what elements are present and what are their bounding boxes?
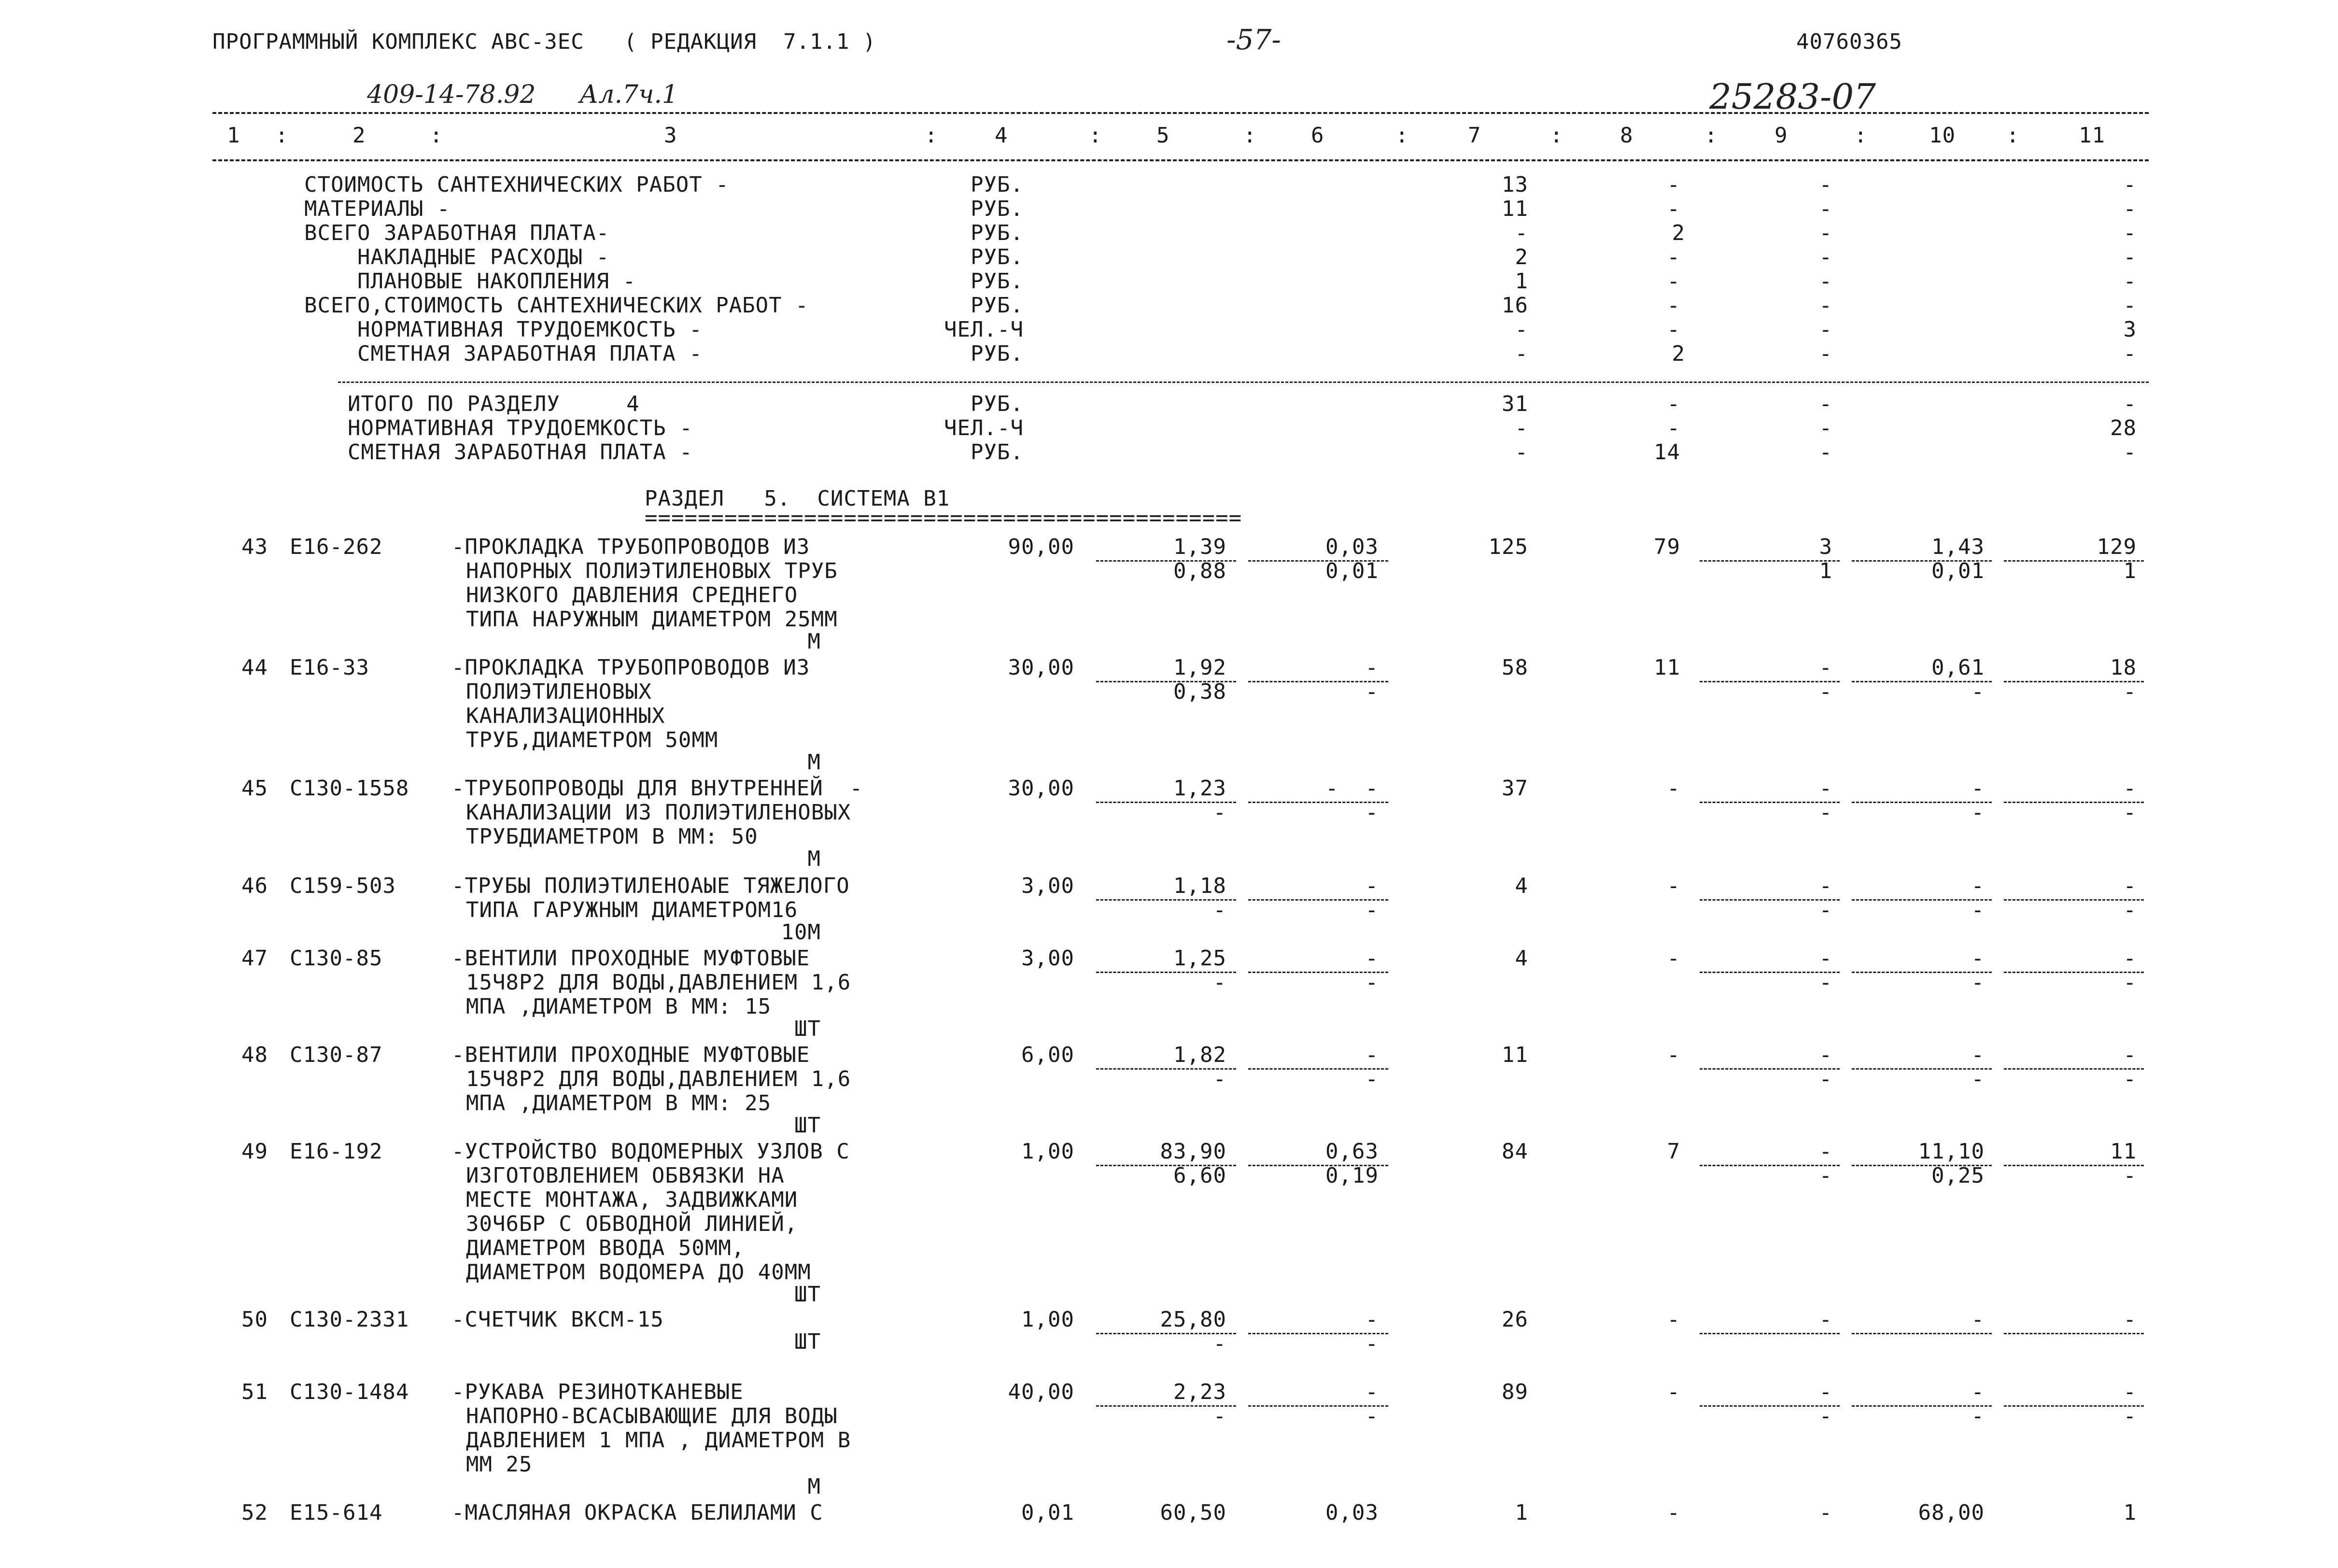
header-rule-bottom: [212, 159, 2149, 161]
item-value-c8: -: [1667, 1043, 1680, 1067]
item-value-c4: 30,00: [1008, 655, 1074, 680]
section-total-unit: РУБ.: [971, 392, 1024, 416]
summary-value: -: [1667, 172, 1680, 197]
item-unit: ШТ: [794, 1329, 821, 1354]
item-wage-value-c9: -: [1819, 679, 1832, 704]
item-unit: ШТ: [794, 1017, 821, 1041]
item-value-c4: 6,00: [1021, 1043, 1074, 1067]
summary-value: -: [1819, 293, 1832, 318]
item-wage-value-c10: -: [1971, 1067, 1985, 1091]
column-separator: :: [925, 123, 938, 148]
summary-value: -: [1667, 245, 1680, 269]
column-number-5: 5: [1156, 123, 1170, 148]
column-separator: :: [275, 123, 289, 148]
item-value-c5: 1,25: [1173, 946, 1226, 971]
summary-value: -: [2123, 269, 2137, 294]
summary-unit: РУБ.: [971, 197, 1024, 221]
item-value-c5: 1,82: [1173, 1043, 1226, 1067]
item-description-line: ДИАМЕТРОМ ВОДОМЕРА ДО 40ММ: [466, 1260, 811, 1285]
summary-value: -: [1515, 221, 1528, 245]
item-value-c4: 3,00: [1021, 946, 1074, 971]
item-description-line: -МАСЛЯНАЯ ОКРАСКА БЕЛИЛАМИ С: [451, 1500, 823, 1525]
item-value-c6: -: [1365, 874, 1379, 898]
section-total-label: ИТОГО ПО РАЗДЕЛУ 4: [348, 392, 640, 416]
item-description-line: -ТРУБОПРОВОДЫ ДЛЯ ВНУТРЕННЕЙ -: [451, 776, 863, 801]
item-wage-value-c6: 0,01: [1325, 559, 1379, 583]
item-value-c8: 79: [1654, 535, 1680, 559]
item-value-c8: -: [1667, 1307, 1680, 1332]
column-number-6: 6: [1311, 123, 1324, 148]
item-value-c5: 1,23: [1173, 776, 1226, 801]
summary-value: -: [1819, 221, 1832, 245]
item-wage-value-c6: -: [1365, 1331, 1379, 1356]
summary-label: СТОИМОСТЬ САНТЕХНИЧЕСКИХ РАБОТ -: [304, 172, 729, 197]
item-wage-value-c11: -: [2123, 1067, 2137, 1091]
item-description-line: -РУКАВА РЕЗИНОТКАНЕВЫЕ: [451, 1380, 744, 1404]
column-number-10: 10: [1929, 123, 1956, 148]
item-description-line: -ТРУБЫ ПОЛИЭТИЛЕНОАЫЕ ТЯЖЕЛОГО: [451, 874, 850, 898]
section-title: РАЗДЕЛ 5. СИСТЕМА В1: [645, 486, 950, 511]
item-wage-value-c10: 0,25: [1931, 1163, 1985, 1188]
summary-value: -: [2123, 221, 2137, 245]
item-value-c9: -: [1819, 874, 1832, 898]
summary-label: ВСЕГО ЗАРАБОТНАЯ ПЛАТА-: [304, 221, 610, 245]
item-value-c11: 11: [2110, 1139, 2137, 1164]
item-value-c7: 125: [1488, 535, 1528, 559]
item-description-line: НАПОРНЫХ ПОЛИЭТИЛЕНОВЫХ ТРУБ: [466, 559, 838, 583]
program-header: ПРОГРАММНЫЙ КОМПЛЕКС АВС-3ЕС ( РЕДАКЦИЯ 7.1.1 ): [212, 29, 876, 54]
item-wage-value-c9: -: [1819, 800, 1832, 825]
item-wage-value-c6: 0,19: [1325, 1163, 1379, 1188]
item-value-c4: 30,00: [1008, 776, 1074, 801]
item-wage-value-c10: -: [1971, 898, 1985, 922]
section-total-value: -: [2123, 392, 2137, 416]
item-number: 45: [241, 776, 268, 801]
item-description-line: -ПРОКЛАДКА ТРУБОПРОВОДОВ ИЗ: [451, 535, 810, 559]
item-code: С159-503: [290, 874, 396, 898]
summary-label: МАТЕРИАЛЫ -: [304, 197, 451, 221]
item-value-c7: 26: [1502, 1307, 1528, 1332]
item-value-c11: -: [2123, 874, 2137, 898]
item-wage-value-c10: -: [1971, 970, 1985, 995]
item-value-c8: 7: [1667, 1139, 1680, 1164]
summary-value: 2: [1515, 245, 1528, 269]
item-value-c11: -: [2123, 1307, 2137, 1332]
summary-unit: РУБ.: [971, 172, 1024, 197]
item-unit: ШТ: [794, 1282, 821, 1307]
item-value-c8: -: [1667, 946, 1680, 971]
item-description-line: ДИАМЕТРОМ ВВОДА 50ММ,: [466, 1236, 745, 1260]
summary-value: -: [2123, 245, 2137, 269]
item-value-c10: -: [1971, 1043, 1985, 1067]
item-description-line: 15Ч8Р2 ДЛЯ ВОДЫ,ДАВЛЕНИЕМ 1,6: [466, 1067, 851, 1091]
column-separator: :: [1395, 123, 1409, 148]
section-total-value: -: [1515, 440, 1528, 465]
summary-value: -: [1819, 197, 1832, 221]
item-description-line: ДАВЛЕНИЕМ 1 МПА , ДИАМЕТРОМ В: [466, 1428, 851, 1453]
item-value-c6: -: [1365, 1043, 1379, 1067]
item-description-line: НАПОРНО-ВСАСЫВАЮЩИЕ ДЛЯ ВОДЫ: [466, 1404, 838, 1428]
summary-unit: РУБ.: [971, 245, 1024, 269]
item-wage-value-c10: -: [1971, 800, 1985, 825]
item-description-line: МПА ,ДИАМЕТРОМ В ММ: 15: [466, 994, 772, 1019]
item-wage-value-c9: -: [1819, 898, 1832, 922]
column-number-2: 2: [352, 123, 366, 148]
item-number: 50: [241, 1307, 268, 1332]
summary-unit: РУБ.: [971, 221, 1024, 245]
section-total-label: СМЕТНАЯ ЗАРАБОТНАЯ ПЛАТА -: [348, 440, 693, 465]
item-value-c10: -: [1971, 776, 1985, 801]
item-description-line: ТРУБДИАМЕТРОМ В ММ: 50: [466, 824, 758, 849]
column-separator: :: [430, 123, 443, 148]
item-value-c9: -: [1819, 1139, 1832, 1164]
item-wage-value-c6: -: [1365, 1404, 1379, 1428]
item-code: Е16-262: [290, 535, 383, 559]
item-value-c11: -: [2123, 776, 2137, 801]
item-wage-value-c6: -: [1365, 898, 1379, 922]
summary-label: НАКЛАДНЫЕ РАСХОДЫ -: [304, 245, 610, 269]
section-total-value: -: [2123, 440, 2137, 465]
summary-value: -: [1819, 341, 1832, 366]
item-value-c5: 83,90: [1160, 1139, 1226, 1164]
summary-value: -: [1819, 245, 1832, 269]
column-number-11: 11: [2079, 123, 2105, 148]
item-value-c9: -: [1819, 776, 1832, 801]
item-value-c10: -: [1971, 874, 1985, 898]
item-wage-value-c5: -: [1213, 970, 1226, 995]
item-wage-value-c9: -: [1819, 1067, 1832, 1091]
column-separator: :: [1704, 123, 1718, 148]
item-value-c9: -: [1819, 655, 1832, 680]
item-wage-value-c5: 0,88: [1173, 559, 1226, 583]
item-number: 48: [241, 1043, 268, 1067]
item-value-c4: 0,01: [1021, 1500, 1074, 1525]
item-value-c4: 90,00: [1008, 535, 1074, 559]
project-reference: 409-14-78.92: [367, 80, 536, 109]
document-id: 25283-07: [1709, 76, 1876, 117]
summary-value: 2: [1672, 221, 1685, 245]
item-wage-value-c11: -: [2123, 970, 2137, 995]
item-description-line: 15Ч8Р2 ДЛЯ ВОДЫ,ДАВЛЕНИЕМ 1,6: [466, 970, 851, 995]
item-wage-value-c6: -: [1365, 800, 1379, 825]
item-value-c9: -: [1819, 1307, 1832, 1332]
summary-value: -: [1667, 317, 1680, 342]
item-wage-value-c11: -: [2123, 1163, 2137, 1188]
item-number: 51: [241, 1380, 268, 1404]
item-wage-value-c10: 0,01: [1931, 559, 1985, 583]
item-value-c6: -: [1365, 655, 1379, 680]
summary-value: -: [1667, 197, 1680, 221]
item-description-line: КАНАЛИЗАЦИИ ИЗ ПОЛИЭТИЛЕНОВЫХ: [466, 800, 851, 825]
item-description-line: -СЧЕТЧИК ВКСМ-15: [451, 1307, 664, 1332]
item-description-line: ТИПА ГАРУЖНЫМ ДИАМЕТРОМ16: [466, 898, 798, 922]
summary-value: -: [2123, 341, 2137, 366]
item-code: С130-2331: [290, 1307, 409, 1332]
item-unit: ШТ: [794, 1113, 821, 1138]
item-value-c10: 0,61: [1931, 655, 1985, 680]
item-unit: М: [807, 750, 821, 775]
album-label: Ал.7ч.1: [579, 80, 678, 109]
item-value-c8: 11: [1654, 655, 1680, 680]
item-number: 43: [241, 535, 268, 559]
item-value-c9: -: [1819, 1043, 1832, 1067]
item-value-c11: 129: [2097, 535, 2137, 559]
cost-underline: [1852, 1333, 1992, 1334]
item-wage-value-c11: 1: [2123, 559, 2137, 583]
item-value-c5: 1,92: [1173, 655, 1226, 680]
item-value-c7: 4: [1515, 874, 1528, 898]
column-number-7: 7: [1468, 123, 1481, 148]
item-code: С130-1558: [290, 776, 409, 801]
summary-value: -: [2123, 197, 2137, 221]
item-value-c4: 3,00: [1021, 874, 1074, 898]
cost-underline: [2004, 1333, 2144, 1334]
item-value-c8: -: [1667, 1380, 1680, 1404]
item-value-c11: -: [2123, 1380, 2137, 1404]
summary-value: 11: [1502, 197, 1528, 221]
summary-label: НОРМАТИВНАЯ ТРУДОЕМКОСТЬ -: [304, 317, 703, 342]
section-total-value: -: [1819, 416, 1832, 440]
summary-value: -: [2123, 172, 2137, 197]
column-number-4: 4: [995, 123, 1008, 148]
summary-value: -: [1515, 341, 1528, 366]
section-total-value: -: [1819, 440, 1832, 465]
section-title-rule: =============================================: [645, 506, 1242, 530]
item-value-c6: -: [1365, 1380, 1379, 1404]
summary-divider: [338, 381, 2149, 383]
item-wage-value-c9: -: [1819, 970, 1832, 995]
summary-value: -: [1819, 317, 1832, 342]
item-value-c7: 84: [1502, 1139, 1528, 1164]
page-number: -57-: [1226, 23, 1281, 56]
item-value-c4: 1,00: [1021, 1307, 1074, 1332]
item-unit: М: [807, 847, 821, 871]
item-description-line: НИЗКОГО ДАВЛЕНИЯ СРЕДНЕГО: [466, 583, 798, 607]
summary-value: -: [1515, 317, 1528, 342]
item-value-c10: 11,10: [1918, 1139, 1985, 1164]
summary-value: 13: [1502, 172, 1528, 197]
item-number: 46: [241, 874, 268, 898]
item-wage-value-c6: -: [1365, 679, 1379, 704]
section-total-value: 28: [2110, 416, 2137, 440]
item-description-line: МПА ,ДИАМЕТРОМ В ММ: 25: [466, 1091, 772, 1116]
item-value-c9: 3: [1819, 535, 1832, 559]
item-wage-value-c10: -: [1971, 1404, 1985, 1428]
summary-label: ПЛАНОВЫЕ НАКОПЛЕНИЯ -: [304, 269, 636, 294]
item-value-c5: 1,39: [1173, 535, 1226, 559]
item-wage-value-c10: -: [1971, 679, 1985, 704]
item-value-c9: -: [1819, 1380, 1832, 1404]
item-number: 49: [241, 1139, 268, 1164]
item-description-line: КАНАЛИЗАЦИОННЫХ: [466, 704, 665, 728]
item-code: С130-1484: [290, 1380, 409, 1404]
item-number: 47: [241, 946, 268, 971]
item-value-c5: 60,50: [1160, 1500, 1226, 1525]
item-wage-value-c6: -: [1365, 1067, 1379, 1091]
item-wage-value-c11: -: [2123, 1404, 2137, 1428]
section-total-label: НОРМАТИВНАЯ ТРУДОЕМКОСТЬ -: [348, 416, 693, 440]
summary-value: 3: [2123, 317, 2137, 342]
item-value-c11: 18: [2110, 655, 2137, 680]
item-value-c10: -: [1971, 1380, 1985, 1404]
column-number-9: 9: [1775, 123, 1788, 148]
section-total-value: -: [1667, 416, 1680, 440]
column-separator: :: [1243, 123, 1257, 148]
column-separator: :: [2006, 123, 2020, 148]
item-value-c5: 2,23: [1173, 1380, 1226, 1404]
section-total-unit: ЧЕЛ.-Ч: [944, 416, 1024, 440]
summary-unit: РУБ.: [971, 293, 1024, 318]
item-code: Е16-33: [290, 655, 369, 680]
section-total-value: -: [1667, 392, 1680, 416]
cost-underline: [1700, 1333, 1840, 1334]
item-code: Е16-192: [290, 1139, 383, 1164]
item-unit: М: [807, 1474, 821, 1499]
item-wage-value-c11: -: [2123, 679, 2137, 704]
document-code: 40760365: [1796, 29, 1902, 54]
item-value-c4: 40,00: [1008, 1380, 1074, 1404]
item-value-c5: 25,80: [1160, 1307, 1226, 1332]
section-total-value: -: [1819, 392, 1832, 416]
item-value-c10: 1,43: [1931, 535, 1985, 559]
item-value-c7: 37: [1502, 776, 1528, 801]
item-description-line: 30Ч6БР С ОБВОДНОЙ ЛИНИЕЙ,: [466, 1212, 798, 1236]
item-value-c10: 68,00: [1918, 1500, 1985, 1525]
item-value-c7: 11: [1502, 1043, 1528, 1067]
summary-label: ВСЕГО,СТОИМОСТЬ САНТЕХНИЧЕСКИХ РАБОТ -: [304, 293, 809, 318]
item-wage-value-c5: -: [1213, 1331, 1226, 1356]
item-description-line: ПОЛИЭТИЛЕНОВЫХ: [466, 679, 652, 704]
item-value-c4: 1,00: [1021, 1139, 1074, 1164]
column-separator: :: [1854, 123, 1868, 148]
column-number-3: 3: [664, 123, 677, 148]
section-total-value: -: [1515, 416, 1528, 440]
item-value-c9: -: [1819, 946, 1832, 971]
item-value-c8: -: [1667, 1500, 1680, 1525]
summary-value: -: [1819, 269, 1832, 294]
item-value-c6: 0,03: [1325, 535, 1379, 559]
item-wage-value-c9: -: [1819, 1404, 1832, 1428]
item-value-c7: 4: [1515, 946, 1528, 971]
item-wage-value-c11: -: [2123, 800, 2137, 825]
item-wage-value-c11: -: [2123, 898, 2137, 922]
item-value-c6: -: [1365, 1307, 1379, 1332]
item-value-c11: -: [2123, 1043, 2137, 1067]
item-value-c6: - -: [1325, 776, 1379, 801]
item-description-line: ИЗГОТОВЛЕНИЕМ ОБВЯЗКИ НА: [466, 1163, 785, 1188]
item-wage-value-c6: -: [1365, 970, 1379, 995]
item-value-c11: -: [2123, 946, 2137, 971]
column-separator: :: [1089, 123, 1102, 148]
summary-value: -: [1667, 293, 1680, 318]
summary-value: -: [2123, 293, 2137, 318]
item-wage-value-c5: 0,38: [1173, 679, 1226, 704]
item-value-c8: -: [1667, 776, 1680, 801]
item-value-c8: -: [1667, 874, 1680, 898]
item-wage-value-c5: 6,60: [1173, 1163, 1226, 1188]
item-wage-value-c5: -: [1213, 1404, 1226, 1428]
section-total-value: 14: [1654, 440, 1680, 465]
item-unit: 10М: [781, 920, 821, 945]
item-value-c11: 1: [2123, 1500, 2137, 1525]
item-code: Е15-614: [290, 1500, 383, 1525]
item-value-c6: 0,63: [1325, 1139, 1379, 1164]
item-code: С130-87: [290, 1043, 383, 1067]
column-number-1: 1: [227, 123, 240, 148]
summary-value: 1: [1515, 269, 1528, 294]
item-value-c9: -: [1819, 1500, 1832, 1525]
item-description-line: ТИПА НАРУЖНЫМ ДИАМЕТРОМ 25ММ: [466, 607, 838, 632]
summary-value: -: [1667, 269, 1680, 294]
summary-value: -: [1819, 172, 1832, 197]
item-description-line: -ВЕНТИЛИ ПРОХОДНЫЕ МУФТОВЫЕ: [451, 1043, 810, 1067]
item-value-c6: -: [1365, 946, 1379, 971]
summary-unit: РУБ.: [971, 269, 1024, 294]
item-value-c7: 1: [1515, 1500, 1528, 1525]
item-value-c6: 0,03: [1325, 1500, 1379, 1525]
summary-unit: РУБ.: [971, 341, 1024, 366]
summary-value: 16: [1502, 293, 1528, 318]
item-wage-value-c5: -: [1213, 1067, 1226, 1091]
item-wage-value-c5: -: [1213, 800, 1226, 825]
item-description-line: ММ 25: [466, 1452, 533, 1477]
item-description-line: МЕСТЕ МОНТАЖА, ЗАДВИЖКАМИ: [466, 1187, 798, 1212]
section-total-unit: РУБ.: [971, 440, 1024, 465]
item-unit: М: [807, 629, 821, 654]
item-wage-value-c9: -: [1819, 1163, 1832, 1188]
summary-value: 2: [1672, 341, 1685, 366]
column-number-8: 8: [1620, 123, 1634, 148]
summary-unit: ЧЕЛ.-Ч: [944, 317, 1024, 342]
item-description-line: ТРУБ,ДИАМЕТРОМ 50ММ: [466, 728, 718, 752]
item-description-line: -ПРОКЛАДКА ТРУБОПРОВОДОВ ИЗ: [451, 655, 810, 680]
item-value-c5: 1,18: [1173, 874, 1226, 898]
item-wage-value-c9: 1: [1819, 559, 1832, 583]
item-number: 52: [241, 1500, 268, 1525]
item-code: С130-85: [290, 946, 383, 971]
item-wage-value-c5: -: [1213, 898, 1226, 922]
item-description-line: -ВЕНТИЛИ ПРОХОДНЫЕ МУФТОВЫЕ: [451, 946, 810, 971]
item-value-c10: -: [1971, 1307, 1985, 1332]
header-rule-top: [212, 112, 2149, 114]
section-total-value: 31: [1502, 392, 1528, 416]
item-value-c10: -: [1971, 946, 1985, 971]
item-number: 44: [241, 655, 268, 680]
item-value-c7: 58: [1502, 655, 1528, 680]
item-description-line: -УСТРОЙСТВО ВОДОМЕРНЫХ УЗЛОВ С: [451, 1139, 850, 1164]
summary-label: СМЕТНАЯ ЗАРАБОТНАЯ ПЛАТА -: [304, 341, 703, 366]
item-value-c7: 89: [1502, 1380, 1528, 1404]
column-separator: :: [1550, 123, 1563, 148]
